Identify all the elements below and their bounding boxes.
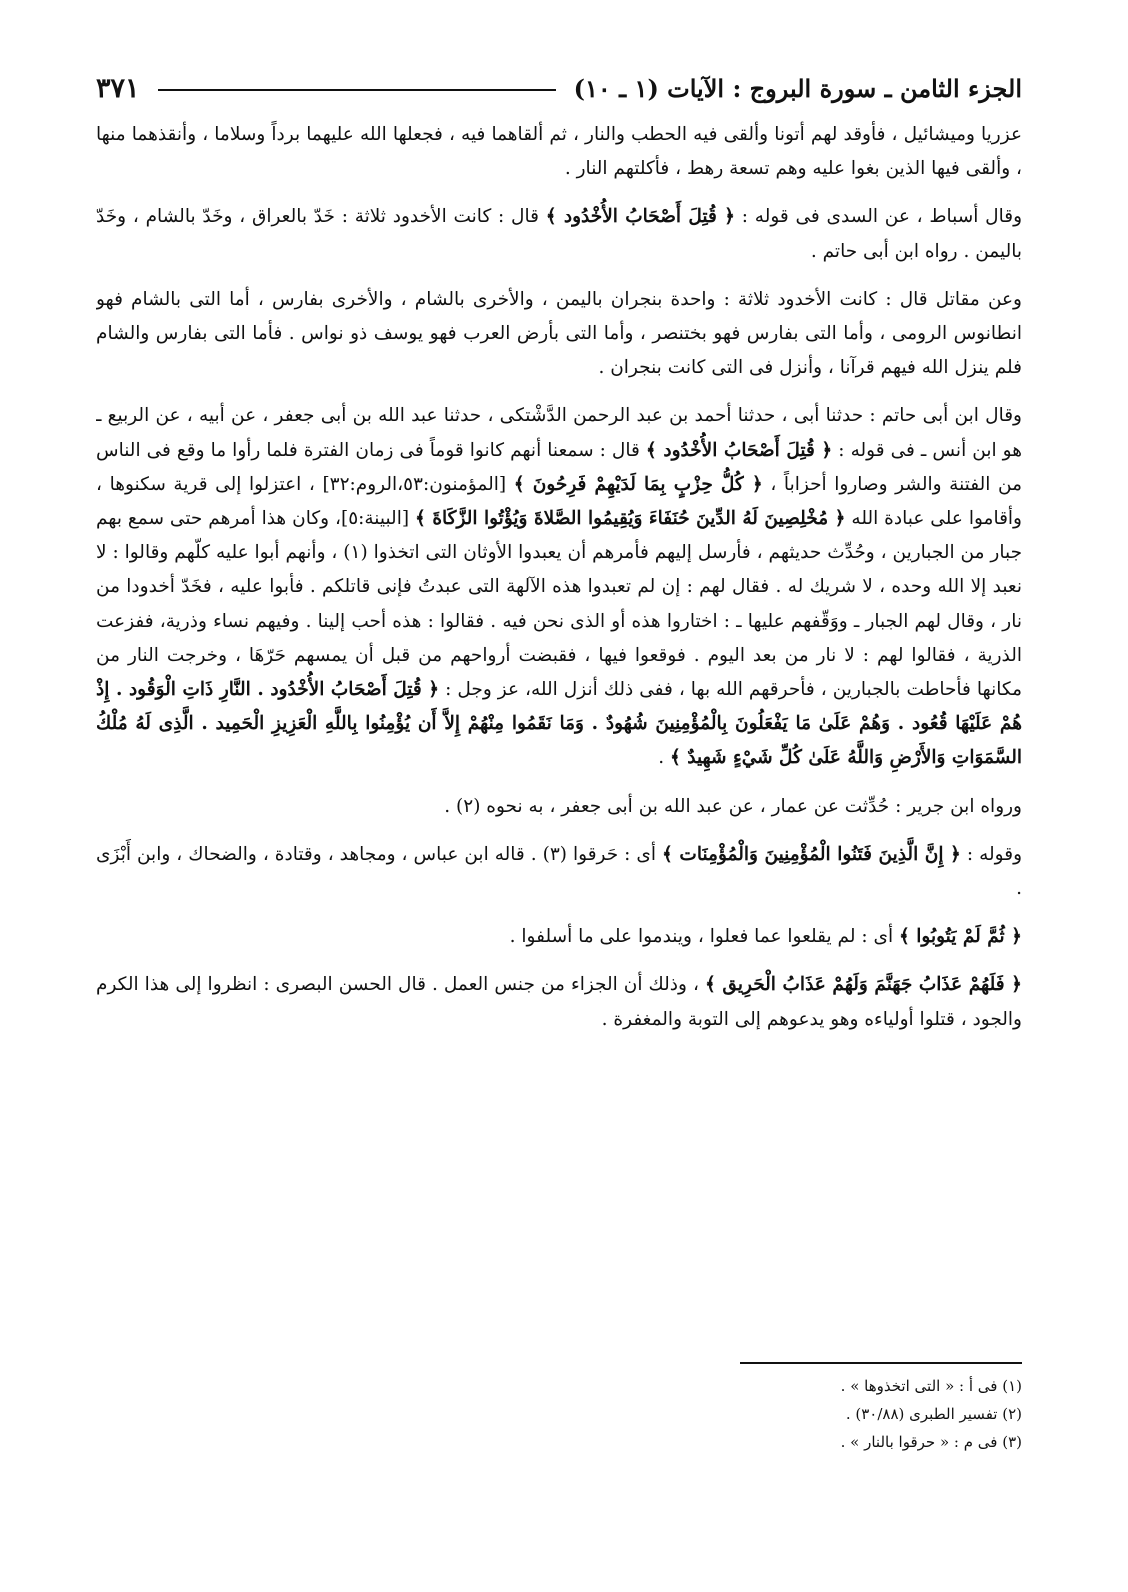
quran-verse: ﴿ قُتِلَ أَصْحَابُ الأُخْدُود ﴾ xyxy=(645,439,833,461)
text-run: عزريا وميشائيل ، فأوقد لهم أتونا وألقى فيه الحطب والنار ، ثم ألقاهما فيه ، فجعلها الله عليهما برداً وسلاما ، وأنقذهما منها ، وألقى فيها الذين بغوا عليه وهم تسعة رهط ، فأكلتهم النار . xyxy=(96,124,1022,180)
paragraph xyxy=(96,200,1022,268)
text-run: قال : كانت الأخدود ثلاثة : خَدّ بالعراق ، وخَدّ بالشام ، وخَدّ باليمن . رواه ابن أبى حاتم . xyxy=(96,206,1022,262)
quran-verse: ﴿ قُتِلَ أَصْحَابُ الأُخْدُود ﴾ xyxy=(545,206,736,228)
running-header xyxy=(96,68,1022,108)
quran-verse: ﴿ قُتِلَ أَصْحَابُ الأُخْدُود . النَّارِ ذَاتِ الْوَقُود . إِذْ هُمْ عَلَيْهَا قُعُود . وَهُمْ عَلَىٰ مَا يَفْعَلُونَ بِالْمُؤْمِنِينَ شُهُودٌ . وَمَا نَقَمُوا مِنْهُمْ إِلاَّ أَن يُؤْمِنُوا بِاللَّهِ الْعَزِيزِ الْحَمِيد . الَّذِى لَهُ مُلْكُ السَّمَوَاتِ وَالأَرْضِ وَاللَّهُ عَلَىٰ كُلِّ شَيْءٍ شَهِيدٌ ﴾ xyxy=(96,679,1022,769)
page-number: ٣٧١ xyxy=(96,72,140,104)
paragraph xyxy=(96,790,1022,824)
text-run: أى : حَرقوا (٣) . قاله ابن عباس ، ومجاهد ، وقتادة ، والضحاك ، وابن أَبْزَى . xyxy=(96,843,1022,900)
footnotes xyxy=(96,1372,1022,1482)
text-run: ، وذلك أن الجزاء من جنس العمل . قال الحسن البصرى : انظروا إلى هذا الكرم والجود ، قتلوا أولياءه وهو يدعوهم إلى التوبة والمغفرة . xyxy=(96,974,1022,1030)
text-run: وقال ابن أبى حاتم : حدثنا أبى ، حدثنا أحمد بن عبد الرحمن الدَّشْتكى ، حدثنا عبد الله بن أبى جعفر ، عن أبيه ، عن الربيع ـ هو ابن أنس ـ فى قوله : xyxy=(96,405,1022,461)
paragraph xyxy=(96,283,1022,386)
footnote-separator xyxy=(740,1362,1022,1364)
text-run: وعن مقاتل قال : كانت الأخدود ثلاثة : واحدة بنجران باليمن ، والأخرى بالشام ، والأخرى بفارس ، أما التى بالشام فهو انطانوس الرومى ، وأما التى بفارس فهو بختنصر ، وأما التى بأرض العرب فهو يوسف ذو نواس . فأما التى بفارس والشام فلم ينزل الله فيهم قرآنا ، وأنزل فى التى كانت بنجران . xyxy=(96,288,1022,379)
footnote: (٣) فى م : « حرقوا بالنار » . xyxy=(840,1433,1022,1451)
quran-verse: ﴿ إِنَّ الَّذِينَ فَتَنُوا الْمُؤْمِنِينَ وَالْمُؤْمِنَات ﴾ xyxy=(662,843,961,865)
quran-verse: ﴿ كُلُّ حِزْبٍ بِمَا لَدَيْهِمْ فَرِحُونَ ﴾ xyxy=(513,473,763,495)
footnote: (٢) تفسير الطبرى (٣٠/٨٨) . xyxy=(845,1405,1022,1423)
header-rule xyxy=(158,89,556,91)
paragraph xyxy=(96,838,1022,906)
text-run: أى : لم يقلعوا عما فعلوا ، ويندموا على ما أسلفوا . xyxy=(509,926,899,948)
paragraph xyxy=(96,920,1022,954)
text-run: . xyxy=(658,747,670,769)
header-title: الجزء الثامن ـ سورة البروج : الآيات (١ ـ ١٠) xyxy=(573,73,1022,103)
text-run: قال : سمعنا أنهم كانوا قوماً فى زمان الفترة فلما رأوا ما وقع فى الناس من الفتنة والشر وصاروا أحزاباً ، xyxy=(96,439,1022,495)
main-text xyxy=(96,118,1022,1324)
paragraph xyxy=(96,118,1022,186)
text-run: [البينة:٥]، وكان هذا أمرهم حتى سمع بهم جبار من الجبارين ، وحُدِّث حديثهم ، فأرسل إليهم فأمرهم أن يعبدوا الأوثان التى اتخذوا (١) ، وأنهم أبوا عليه كلّهم وقالوا : لا نعبد إلا الله وحده ، لا شريك له . فقال لهم : إن لم تعبدوا هذه الآلهة التى عبدتُ فإنى قاتلكم . فأبوا عليه ، فخَدّ أخدودا من نار ، وقال لهم الجبار ـ ووَقّفهم عليها ـ : اختاروا هذه أو الذى نحن فيه . فقالوا : هذه أحب إلينا . وفيهم نساء وذرية، ففزعت الذرية ، فقالوا لهم : لا نار من بعد اليوم . فوقعوا فيها ، فقبضت أرواحهم من قبل أن يمسهم حَرّهَا ، وخرجت النار من مكانها فأحاطت بالجبارين ، فأحرقهم الله بها ، ففى ذلك أنزل الله، عز وجل : xyxy=(96,508,1022,701)
footnote: (١) فى أ : « التى اتخذوها » . xyxy=(840,1377,1022,1395)
text-run: ورواه ابن جرير : حُدِّثت عن عمار ، عن عبد الله بن أبى جعفر ، به نحوه (٢) . xyxy=(444,795,1022,817)
paragraph xyxy=(96,399,1022,775)
text-run: وقوله : xyxy=(960,843,1022,865)
text-run: [المؤمنون:٥٣،الروم:٣٢] ، اعتزلوا إلى قرية سكنوها ، وأقاموا على عبادة الله xyxy=(96,473,1022,530)
quran-verse: ﴿ مُخْلِصِينَ لَهُ الدِّينَ حُنَفَاءَ وَيُقِيمُوا الصَّلاةَ وَيُؤْتُوا الزَّكَاةَ ﴾ xyxy=(415,508,846,530)
quran-verse: ﴿ فَلَهُمْ عَذَابُ جَهَنَّمَ وَلَهُمْ عَذَابُ الْحَرِيق ﴾ xyxy=(704,974,1022,996)
quran-verse: ﴿ ثُمَّ لَمْ يَتُوبُوا ﴾ xyxy=(899,926,1022,948)
text-run: وقال أسباط ، عن السدى فى قوله : xyxy=(735,206,1022,228)
paragraph xyxy=(96,968,1022,1036)
